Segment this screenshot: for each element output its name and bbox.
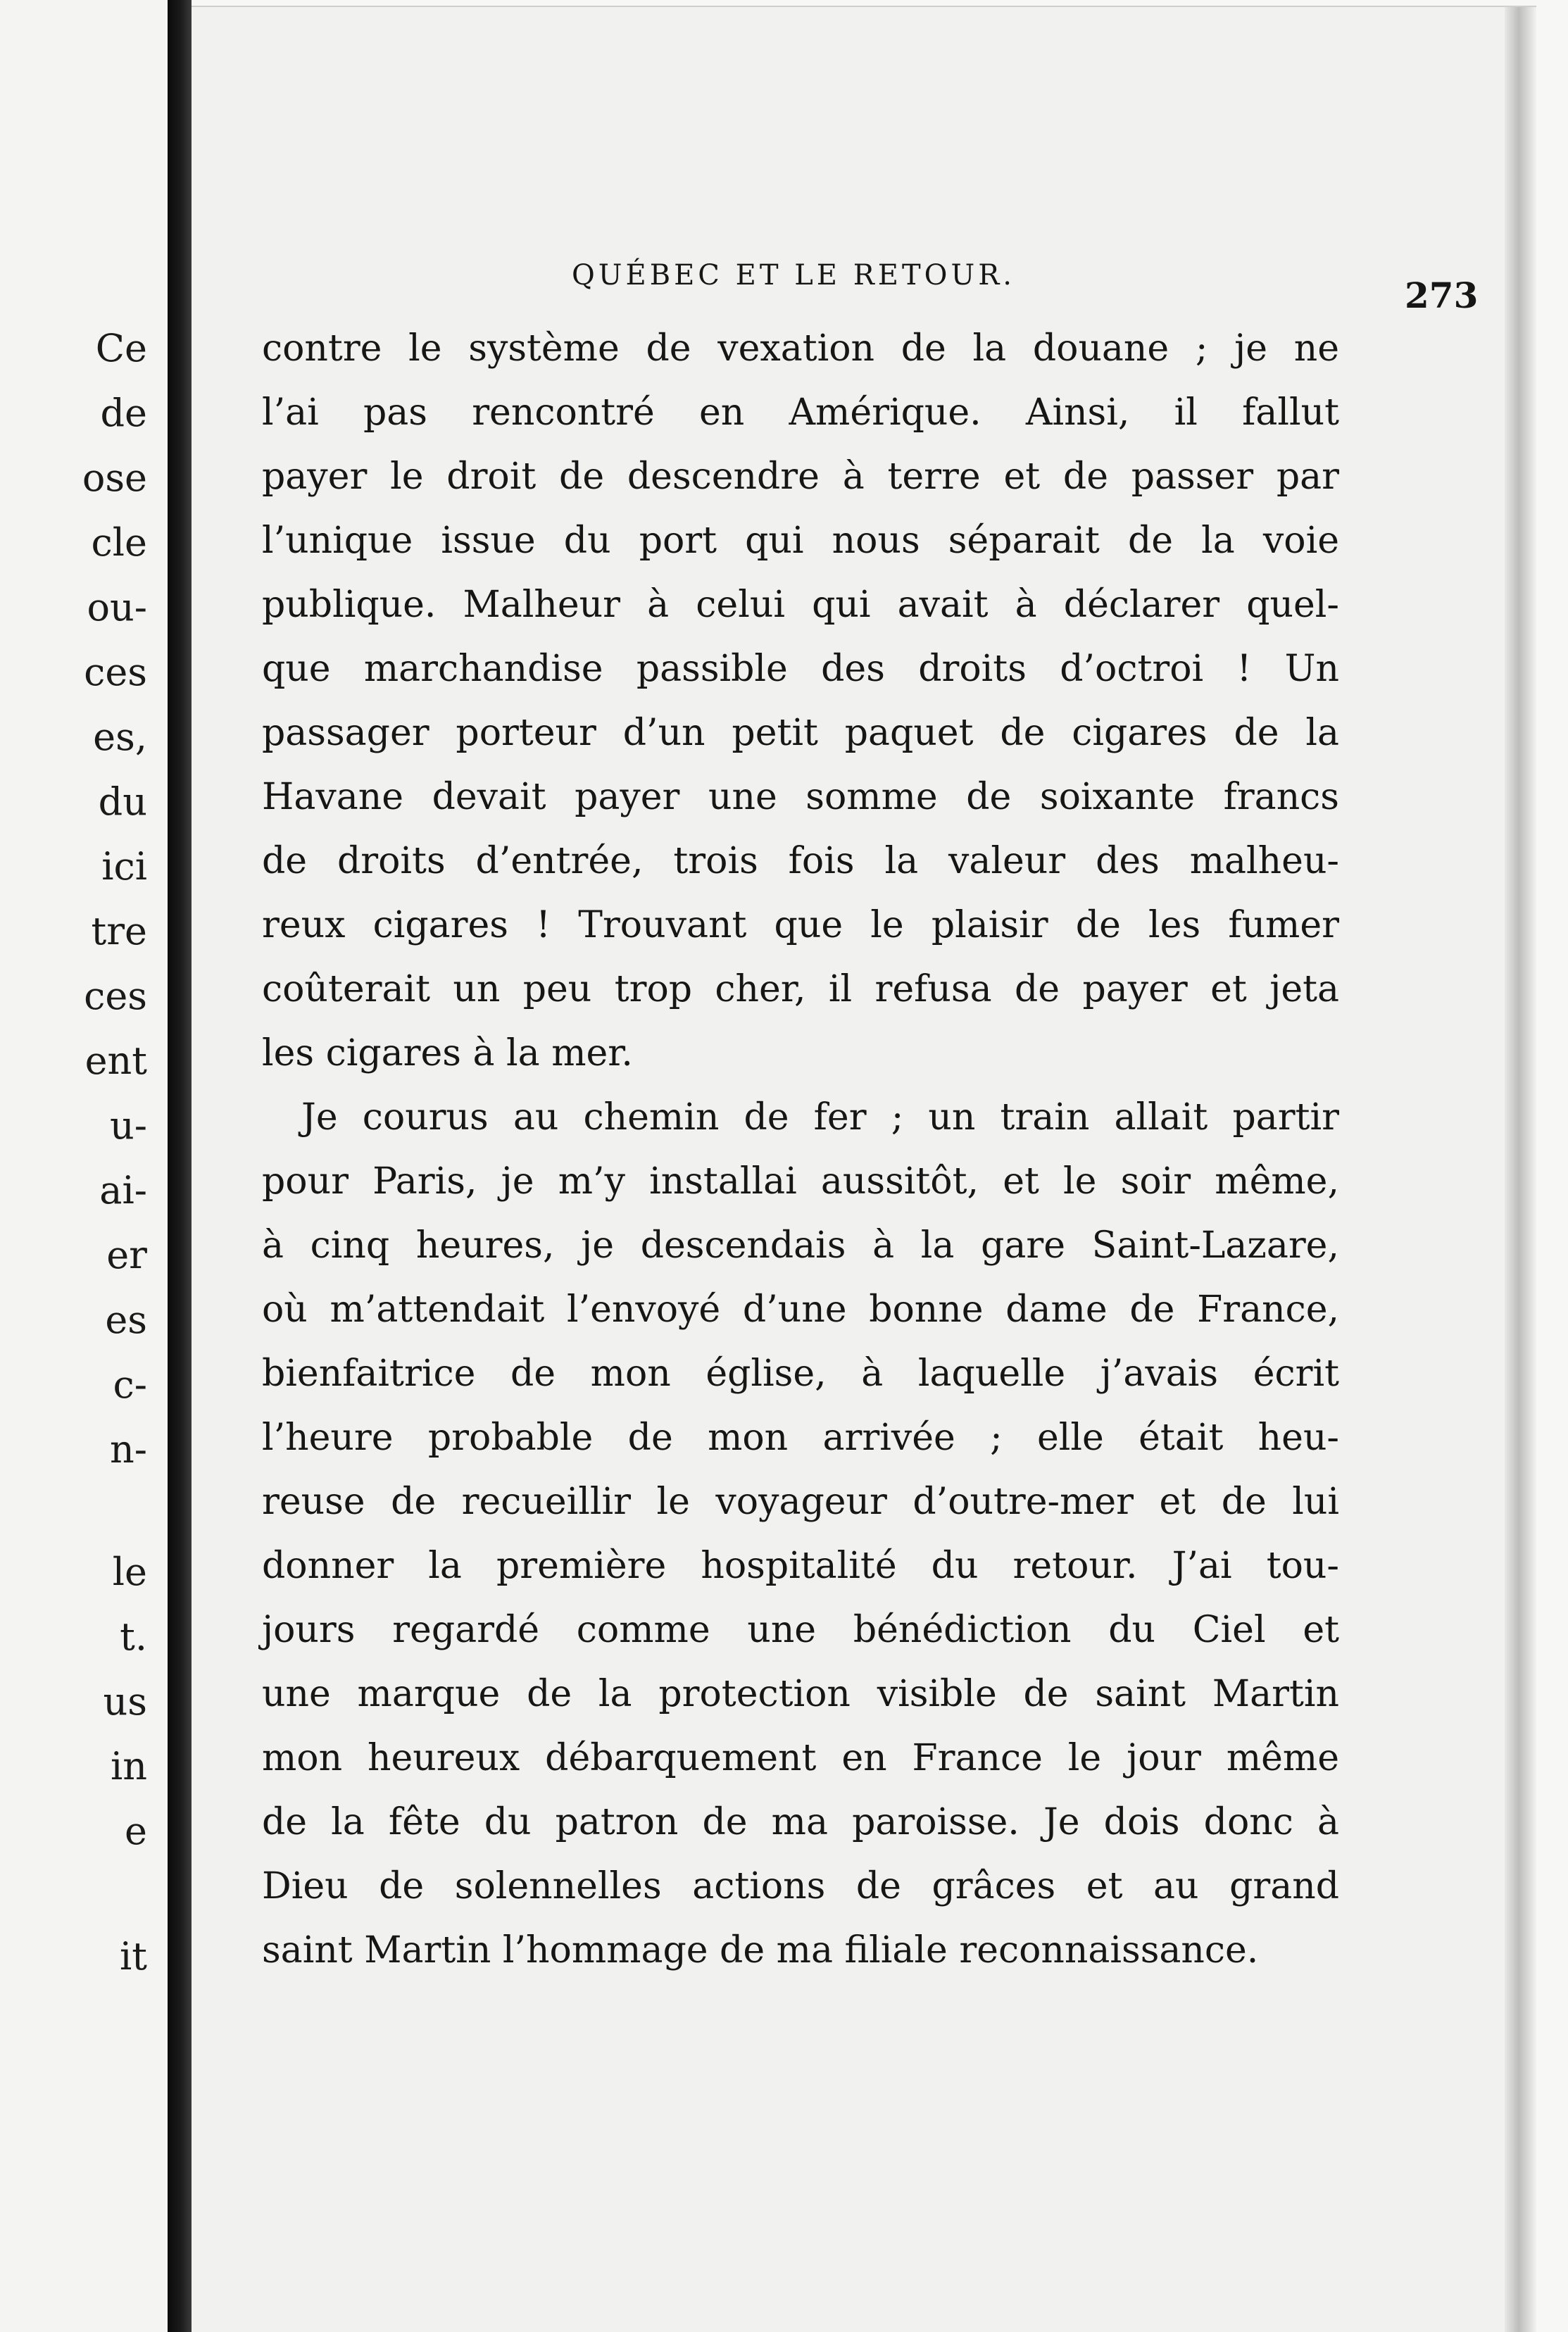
text-line: contre le système de vexation de la douane ; je ne	[262, 327, 1339, 370]
page-number: 273	[1405, 275, 1479, 316]
left-page-fragment: ent	[84, 1039, 147, 1083]
text-line: coûterait un peu trop cher, il refusa de payer et jeta	[262, 968, 1339, 1010]
paragraph	[262, 317, 1339, 1086]
text-line: saint Martin l’hommage de ma filiale reconnaissance.	[262, 1929, 1259, 1971]
left-page-fragment: ose	[82, 456, 147, 500]
book-gutter	[168, 0, 192, 2332]
text-line: reuse de recueillir le voyageur d’outre-mer et de lui	[262, 1481, 1339, 1523]
text-line: l’unique issue du port qui nous séparait de la voie	[262, 520, 1339, 562]
left-page-fragment: Ce	[95, 326, 147, 370]
text-line: où m’attendait l’envoyé d’une bonne dame de France,	[262, 1289, 1339, 1331]
text-line: Je courus au chemin de fer ; un train allait partir	[301, 1096, 1339, 1139]
left-page-fragment: du	[98, 779, 147, 824]
left-page-fragment: n-	[109, 1427, 147, 1472]
left-page-fragment: e	[125, 1809, 147, 1853]
text-line: mon heureux débarquement en France le jour même	[262, 1737, 1339, 1779]
previous-page-edge	[0, 0, 165, 2332]
text-line: de la fête du patron de ma paroisse. Je dois donc à	[262, 1801, 1339, 1843]
left-page-fragment: u-	[109, 1103, 147, 1148]
text-line: Dieu de solennelles actions de grâces et au grand	[262, 1865, 1339, 1907]
page-edge-shadow	[1505, 7, 1536, 2332]
left-page-fragment: ces	[84, 974, 147, 1018]
text-line: que marchandise passible des droits d’octroi ! Un	[262, 648, 1339, 690]
running-head: QUÉBEC ET LE RETOUR.	[572, 259, 1016, 292]
text-line: passager porteur d’un petit paquet de cigares de la	[262, 712, 1339, 754]
text-line: Havane devait payer une somme de soixante francs	[262, 776, 1339, 818]
left-page-fragment: c-	[113, 1362, 147, 1407]
text-line: reux cigares ! Trouvant que le plaisir de les fumer	[262, 904, 1339, 946]
text-line: donner la première hospitalité du retour. J’ai tou-	[262, 1545, 1339, 1587]
body-text	[262, 317, 1339, 1983]
left-page-fragment: ai-	[99, 1168, 147, 1212]
paragraph	[262, 1086, 1339, 1983]
text-line: jours regardé comme une bénédiction du Ciel et	[262, 1609, 1339, 1651]
text-line: payer le droit de descendre à terre et de passer par	[262, 456, 1339, 498]
text-line: l’ai pas rencontré en Amérique. Ainsi, il fallut	[262, 391, 1339, 434]
left-page-fragment: in	[110, 1744, 147, 1788]
left-page-fragment: ces	[84, 650, 147, 694]
left-page-fragment: it	[120, 1934, 147, 1979]
text-line: bienfaitrice de mon église, à laquelle j’avais écrit	[262, 1353, 1339, 1395]
book-page	[192, 6, 1536, 2332]
left-page-fragment: t.	[120, 1615, 147, 1659]
text-line: à cinq heures, je descendais à la gare Saint-Lazare,	[262, 1224, 1339, 1267]
text-line: une marque de la protection visible de saint Martin	[262, 1673, 1339, 1715]
left-page-fragment: us	[103, 1679, 147, 1724]
text-line: l’heure probable de mon arrivée ; elle était heu-	[262, 1417, 1339, 1459]
text-line: de droits d’entrée, trois fois la valeur des malheu-	[262, 840, 1339, 882]
left-page-fragment: cle	[91, 520, 147, 565]
left-page-fragment: er	[106, 1233, 147, 1277]
left-page-fragment: es	[105, 1298, 147, 1342]
left-page-fragment: ou-	[87, 585, 147, 629]
left-page-fragment: ici	[101, 844, 147, 889]
left-page-fragment: es,	[93, 715, 147, 759]
text-line: pour Paris, je m’y installai aussitôt, et le soir même,	[262, 1160, 1339, 1203]
left-page-fragment: tre	[91, 909, 147, 953]
text-line: publique. Malheur à celui qui avait à déclarer quel-	[262, 584, 1339, 626]
left-page-fragment: le	[112, 1550, 147, 1594]
left-page-fragment: de	[100, 391, 147, 435]
text-line: les cigares à la mer.	[262, 1032, 633, 1074]
